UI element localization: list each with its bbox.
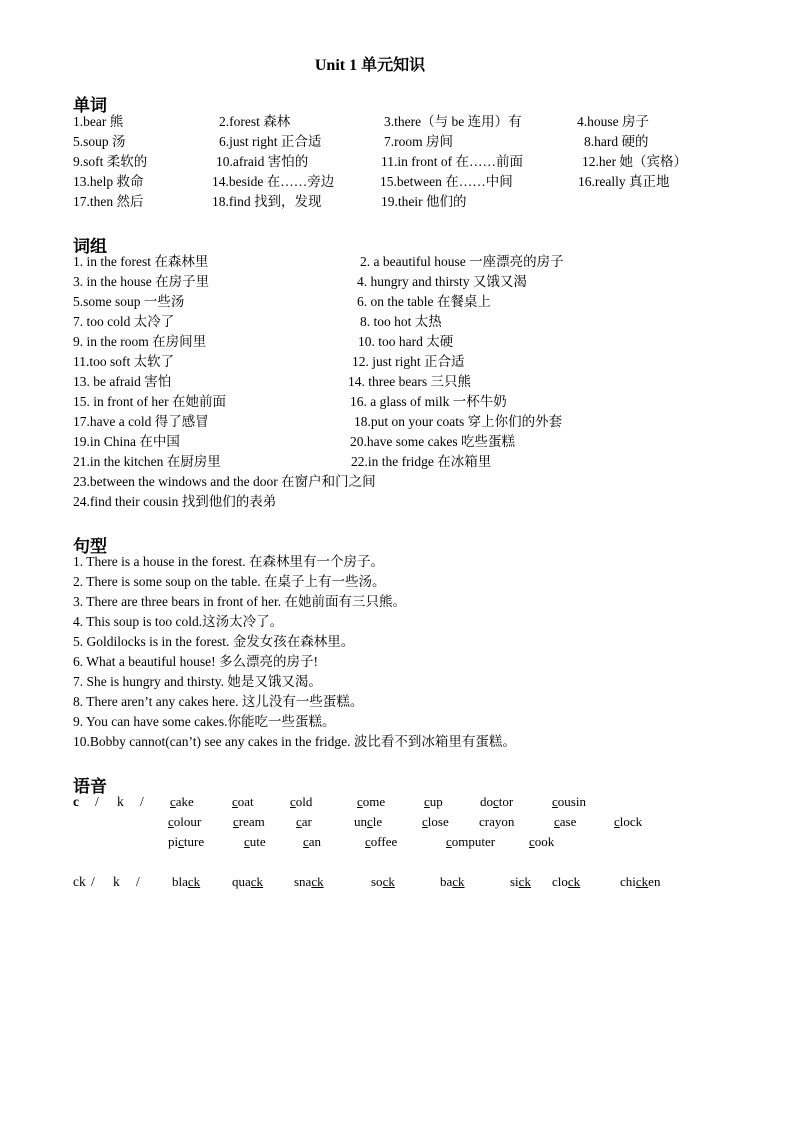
word-item: 10.afraid 害怕的 bbox=[216, 154, 309, 169]
sentence-item: 5. Goldilocks is in the forest. 金发女孩在森林里。 bbox=[73, 634, 355, 649]
phonics-word: crayon bbox=[479, 814, 515, 829]
phonics-word: coffee bbox=[365, 834, 398, 849]
phrase-item: 24.find their cousin 找到他们的表弟 bbox=[73, 494, 277, 509]
phonics-sound: k bbox=[117, 794, 124, 809]
phonics-word: clock bbox=[614, 814, 643, 829]
phonics-word: car bbox=[296, 814, 312, 829]
phonics-slash: / bbox=[136, 874, 140, 889]
phrase-item: 5.some soup 一些汤 bbox=[73, 294, 185, 309]
word-item: 3.there（与 be 连用）有 bbox=[384, 114, 522, 129]
phrase-item: 21.in the kitchen 在厨房里 bbox=[73, 454, 221, 469]
phrase-item: 10. too hard 太硬 bbox=[358, 334, 454, 349]
phrase-item: 22.in the fridge 在冰箱里 bbox=[351, 454, 492, 469]
phrase-item: 15. in front of her 在她前面 bbox=[73, 394, 226, 409]
phonics-word: colour bbox=[168, 814, 202, 829]
phonics-word: cream bbox=[233, 814, 265, 829]
section-heading-words: 单词 bbox=[73, 96, 107, 115]
phrase-item: 12. just right 正合适 bbox=[352, 354, 465, 369]
phonics-word: case bbox=[554, 814, 577, 829]
phrase-item: 2. a beautiful house 一座漂亮的房子 bbox=[360, 254, 564, 269]
word-item: 18.find 找到，发现 bbox=[212, 194, 322, 209]
section-heading-phonics: 语音 bbox=[73, 777, 107, 796]
word-item: 13.help 救命 bbox=[73, 174, 144, 189]
word-item: 8.hard 硬的 bbox=[584, 134, 649, 149]
phrase-item: 18.put on your coats 穿上你们的外套 bbox=[354, 414, 563, 429]
phonics-word: computer bbox=[446, 834, 496, 849]
phonics-word: come bbox=[357, 794, 386, 809]
sentence-item: 10.Bobby cannot(can’t) see any cakes in the fridge. 波比看不到冰箱里有蛋糕。 bbox=[73, 734, 516, 749]
phrase-item: 14. three bears 三只熊 bbox=[348, 374, 471, 389]
phonics-word: close bbox=[422, 814, 449, 829]
phonics-word: back bbox=[440, 874, 465, 889]
word-item: 4.house 房子 bbox=[577, 114, 649, 129]
word-item: 15.between 在……中间 bbox=[380, 174, 513, 189]
phrase-item: 16. a glass of milk 一杯牛奶 bbox=[350, 394, 507, 409]
phrase-item: 6. on the table 在餐桌上 bbox=[357, 294, 491, 309]
phonics-word: snack bbox=[294, 874, 324, 889]
phonics-word: cute bbox=[244, 834, 266, 849]
phonics-word: doctor bbox=[480, 794, 514, 809]
sentence-item: 2. There is some soup on the table. 在桌子上有一些汤。 bbox=[73, 574, 386, 589]
phrase-item: 23.between the windows and the door 在窗户和门之间 bbox=[73, 474, 376, 489]
phonics-word: uncle bbox=[354, 814, 383, 829]
word-item: 9.soft 柔软的 bbox=[73, 154, 148, 169]
phrase-item: 8. too hot 太热 bbox=[360, 314, 442, 329]
phonics-slash: / bbox=[140, 794, 144, 809]
phrase-item: 4. hungry and thirsty 又饿又渴 bbox=[357, 274, 527, 289]
phonics-word: clock bbox=[552, 874, 581, 889]
phonics-word: sock bbox=[371, 874, 395, 889]
sentence-item: 8. There aren’t any cakes here. 这儿没有一些蛋糕。 bbox=[73, 694, 364, 709]
phonics-word: can bbox=[303, 834, 322, 849]
phrase-item: 13. be afraid 害怕 bbox=[73, 374, 172, 389]
phonics-word: cold bbox=[290, 794, 313, 809]
sentence-item: 6. What a beautiful house! 多么漂亮的房子! bbox=[73, 654, 318, 669]
word-item: 6.just right 正合适 bbox=[219, 134, 322, 149]
phonics-letter: c bbox=[73, 794, 79, 809]
phonics-sound: k bbox=[113, 874, 120, 889]
phonics-slash: / bbox=[95, 794, 99, 809]
phonics-word: coat bbox=[232, 794, 254, 809]
section-heading-phrases: 词组 bbox=[73, 237, 107, 256]
sentence-item: 9. You can have some cakes.你能吃一些蛋糕。 bbox=[73, 714, 336, 729]
phrase-item: 1. in the forest 在森林里 bbox=[73, 254, 209, 269]
sentence-item: 3. There are three bears in front of her. 在她前面有三只熊。 bbox=[73, 594, 407, 609]
phrase-item: 19.in China 在中国 bbox=[73, 434, 180, 449]
word-item: 1.bear 熊 bbox=[73, 114, 124, 129]
phonics-word: cup bbox=[424, 794, 443, 809]
word-item: 7.room 房间 bbox=[384, 134, 453, 149]
section-heading-sentences: 句型 bbox=[73, 537, 107, 556]
word-item: 12.her 她（宾格） bbox=[582, 154, 687, 169]
phonics-word: cake bbox=[170, 794, 194, 809]
phonics-slash: / bbox=[91, 874, 95, 889]
phrase-item: 7. too cold 太冷了 bbox=[73, 314, 175, 329]
word-item: 14.beside 在……旁边 bbox=[212, 174, 335, 189]
phonics-word: chicken bbox=[620, 874, 661, 889]
phrase-item: 20.have some cakes 吃些蛋糕 bbox=[350, 434, 515, 449]
sentence-item: 7. She is hungry and thirsty. 她是又饿又渴。 bbox=[73, 674, 322, 689]
phonics-word: black bbox=[172, 874, 201, 889]
phrase-item: 11.too soft 太软了 bbox=[73, 354, 175, 369]
phrase-item: 3. in the house 在房子里 bbox=[73, 274, 210, 289]
phrase-item: 17.have a cold 得了感冒 bbox=[73, 414, 209, 429]
word-item: 17.then 然后 bbox=[73, 194, 144, 209]
phonics-letter: ck bbox=[73, 874, 86, 889]
phonics-word: picture bbox=[168, 834, 205, 849]
word-item: 5.soup 汤 bbox=[73, 134, 126, 149]
page-title: Unit 1 单元知识 bbox=[314, 57, 426, 74]
sentence-item: 4. This soup is too cold.这汤太冷了。 bbox=[73, 614, 284, 629]
sentence-item: 1. There is a house in the forest. 在森林里有一个房子。 bbox=[73, 554, 384, 569]
word-item: 2.forest 森林 bbox=[219, 114, 291, 129]
phrase-item: 9. in the room 在房间里 bbox=[73, 334, 207, 349]
word-item: 11.in front of 在……前面 bbox=[381, 154, 523, 169]
phonics-word: sick bbox=[510, 874, 531, 889]
phonics-word: quack bbox=[232, 874, 264, 889]
phonics-word: cook bbox=[529, 834, 555, 849]
word-item: 19.their 他们的 bbox=[381, 194, 467, 209]
phonics-word: cousin bbox=[552, 794, 586, 809]
word-item: 16.really 真正地 bbox=[578, 174, 670, 189]
